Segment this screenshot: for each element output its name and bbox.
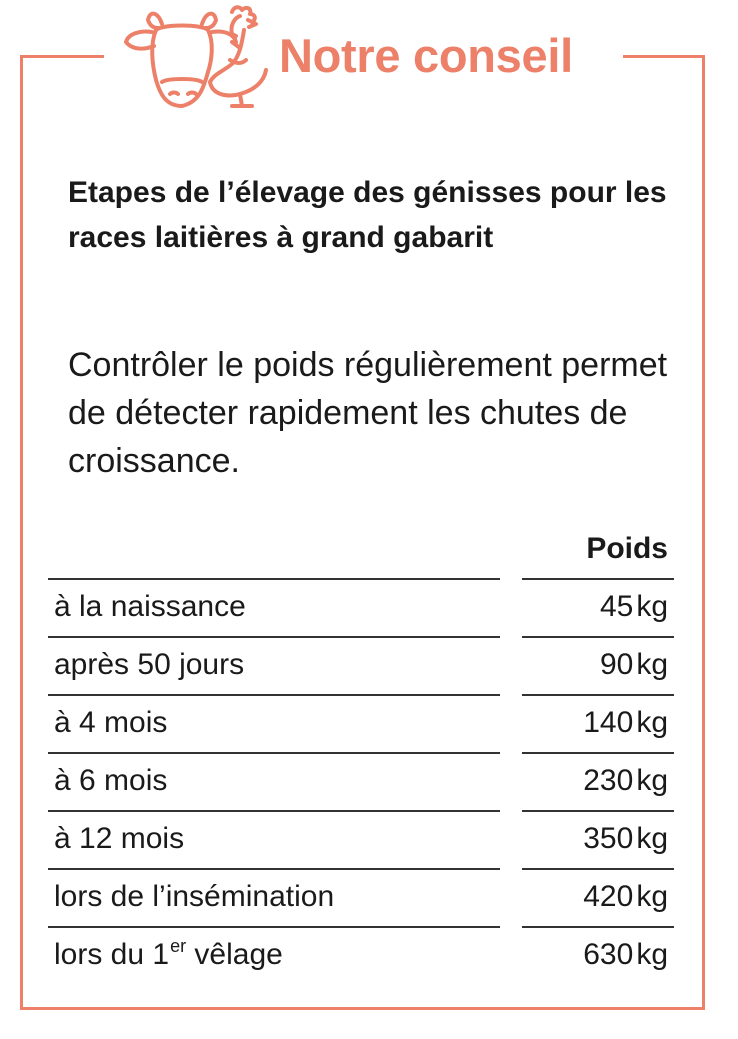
stage-label: à 4 mois: [54, 706, 168, 739]
row-divider: [522, 868, 674, 870]
weight-unit: kg: [636, 764, 668, 797]
intro-text: Contrôler le poids régulièrement permet de détecter rapidement les chutes de croissance.: [68, 346, 668, 480]
weight-number: 90: [599, 648, 634, 681]
row-divider: [48, 752, 500, 754]
weight-number: 630: [583, 938, 634, 971]
row-divider: [48, 810, 500, 812]
stage-label: à 6 mois: [54, 764, 168, 797]
weight-number: 420: [583, 880, 634, 913]
frame-right-line: [702, 55, 705, 1010]
weight-unit: kg: [636, 706, 668, 739]
stage-label-text-after: vêlage: [186, 938, 283, 971]
weight-number: 45: [599, 590, 634, 623]
stage-label-text: lors du 1: [54, 938, 170, 971]
weight-number: 140: [583, 706, 634, 739]
weight-value: [600, 590, 668, 624]
weight-unit: kg: [636, 648, 668, 681]
row-divider: [522, 578, 674, 580]
weight-column-header: Poids: [586, 532, 668, 565]
frame-left-line: [20, 55, 23, 1010]
table-row: [48, 694, 674, 752]
stage-label: lors de l’insémination: [54, 880, 335, 913]
weight-number: 230: [583, 764, 634, 797]
table-header-row: [48, 532, 674, 578]
table-row: [48, 926, 674, 984]
weight-unit: kg: [636, 938, 668, 971]
section-heading: Etapes de l’élevage des génisses pour les races laitières à grand gabarit: [68, 176, 667, 254]
row-divider: [522, 694, 674, 696]
weight-table: [48, 532, 674, 984]
table-row: [48, 752, 674, 810]
row-divider: [522, 636, 674, 638]
stage-label: après 50 jours: [54, 648, 245, 681]
advice-title: Notre conseil: [279, 29, 573, 82]
ordinal-superscript: er: [170, 936, 187, 956]
stage-label: à 12 mois: [54, 822, 185, 855]
row-divider: [48, 578, 500, 580]
stage-label: [54, 938, 283, 972]
weight-unit: kg: [636, 822, 668, 855]
weight-value: [583, 880, 668, 914]
row-divider: [48, 868, 500, 870]
weight-value: [583, 706, 668, 740]
weight-value: [583, 822, 668, 856]
row-divider: [522, 752, 674, 754]
frame-bottom-line: [20, 1007, 705, 1010]
frame-top-right-line: [623, 55, 705, 58]
weight-number: 350: [583, 822, 634, 855]
row-divider: [522, 926, 674, 928]
weight-unit: kg: [636, 880, 668, 913]
row-divider: [522, 810, 674, 812]
row-divider: [48, 636, 500, 638]
row-divider: [48, 926, 500, 928]
frame-top-left-line: [20, 55, 104, 58]
weight-unit: kg: [636, 590, 668, 623]
cow-and-hen-icon: [122, 2, 272, 114]
weight-value: [583, 938, 668, 972]
table-row: [48, 810, 674, 868]
stage-label: à la naissance: [54, 590, 246, 623]
row-divider: [48, 694, 500, 696]
table-row: [48, 636, 674, 694]
weight-value: [600, 648, 668, 682]
weight-value: [583, 764, 668, 798]
table-row: [48, 868, 674, 926]
table-row: [48, 578, 674, 636]
